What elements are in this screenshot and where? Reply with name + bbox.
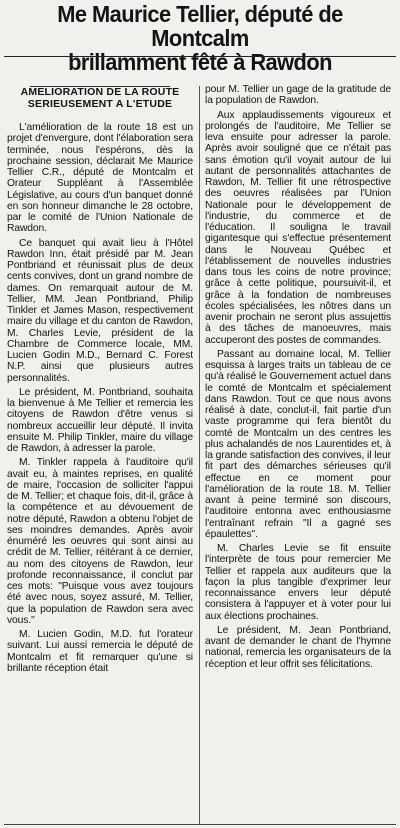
paragraph: Aux applaudissements vigoureux et prolongés de l'auditoire, Me Tellier se leva ensuite pour adresser la parole. Après avoir souligné que ce n'était pas sans émotion qu'il voyait autour de lui autant de personnalités attachantes de Rawdon, M. Tellier fit une rétrospective des oeuvres réalisées par l'Union Nationale pour le développement de l'industrie, du commerce et de l'éducation. Il souligna le travail gigantesque qui s'effectue présentement dans le Nouveau Québec et l'établissement de nouvelles industries dans tous les coins de notre province; grâce à cette politique, poursuivit-il, et grâce à la fondation de nombreuses écoles spécialisées, les nôtres dans un avenir prochain ne seront plus assujettis à des tâches de manoeuvres, mais accuperont des postes de commandes.: [205, 109, 391, 346]
paragraph: L'amélioration de la route 18 est un projet d'envergure, dont l'élaboration sera terminée, nous l'espérons, dès la prochaine session, déclarait Me Maurice Tellier C.R., député de Montcalm et Orateur Suppléant à l'Assemblée Législative, au cours d'un banquet donné en son honneur dimanche le 28 octobre, par le comité de l'Union Nationale de Rawdon.: [7, 122, 193, 235]
subhead: [7, 86, 193, 110]
paragraph: Le président, M. Pontbriand, souhaita la bienvenue à Me Tellier et remercia les citoyens de Rawdon d'être venus si nombreux accueillir leur député. Il invita ensuite M. Philip Tinkler, maire du village de Rawdon, à adresser la parole.: [7, 386, 193, 454]
subhead-line-1: AMELIORATION DE LA ROUTE: [20, 86, 180, 98]
bottom-rule: [4, 824, 396, 825]
subhead-line-2: SERIEUSEMENT A L'ETUDE: [27, 98, 173, 110]
headline: [14, 2, 386, 74]
left-column: [7, 122, 193, 824]
headline-line-1: Me Maurice Tellier, député de Montcalm: [57, 1, 343, 51]
headline-rule: [4, 56, 396, 57]
paragraph: pour M. Tellier un gage de la gratitude de la population de Rawdon.: [205, 84, 391, 107]
column-divider: [199, 86, 200, 824]
paragraph: Passant au domaine local, M. Tellier esquissa à larges traits un tableau de ce qu'à réalisé le Gouvernement actuel dans le comté de Montcalm et spécialement dans Rawdon. Tout ce que nous avons réalisé à date, conclut-il, fait partie d'un vaste programme qui fera bientôt du comté de Montcalm un des centres les plus achalandés de nos Laurentides et, à la grande satisfaction des convives, il leur fit part des démarches sérieuses qu'il effectue en ce moment pour l'amélioration de la route 18. M. Tellier avant à peine terminé son discours, l'auditoire entonna avec enthousiasme l'entraînant refrain "Il a gagné ses épaulettes".: [205, 348, 391, 540]
paragraph: M. Charles Levie se fit ensuite l'interprète de tous pour remercier Me Tellier et rappela aux auditeurs que la façon la plus tangible d'exprimer leur reconnaissance envers leur député consistera à l'appuyer et à voter pour lui aux élections prochaines.: [205, 543, 391, 622]
right-column: [205, 84, 391, 822]
paragraph: M. Tinkler rappela à l'auditoire qu'il avait eu, à maintes reprises, en qualité de maire, l'occasion de solliciter l'appui de M. Tellier; et chaque fois, dit-il, grâce à la compétence et au dévouement de notre député, Rawdon a obtenu l'objet de ses moindres demandes. Après avoir énuméré les oeuvres qui sont ainsi au crédit de M. Tellier, réitérant à ce dernier, au nom des citoyens de Rawdon, leur profonde reconnaissance, il conclut par ces mots: "Puisque vous avez toujours été avec nous, soyez assuré, M. Tellier, que la population de Rawdon sera avec vous.": [7, 457, 193, 626]
paragraph: M. Lucien Godin, M.D. fut l'orateur suivant. Lui aussi remercia le député de Montcalm et fit remarquer qu'une si brillante réception était: [7, 629, 193, 674]
headline-line-2: brillamment fêté à Rawdon: [68, 49, 332, 75]
paragraph: Le président, M. Jean Pontbriand, avant de demander le chant de l'hymne national, remercia les organisateurs de la réception et leur offrit ses félicitations.: [205, 624, 391, 670]
paragraph: Ce banquet qui avait lieu à l'Hôtel Rawdon Inn, était présidé par M. Jean Pontbriand et réunissait plus de deux cents convives, dont un grand nombre de dames. On remarquait autour de M. Tellier, MM. Jean Pontbriand, Philip Tinkler et James Mason, respectivement maire du village et du canton de Rawdon, M. Charles Levie, président de la Chambre de Commerce locale, MM. Lucien Godin M.D., Bernard C. Forest N.P. ainsi que plusieurs autres personnalités.: [7, 237, 193, 384]
